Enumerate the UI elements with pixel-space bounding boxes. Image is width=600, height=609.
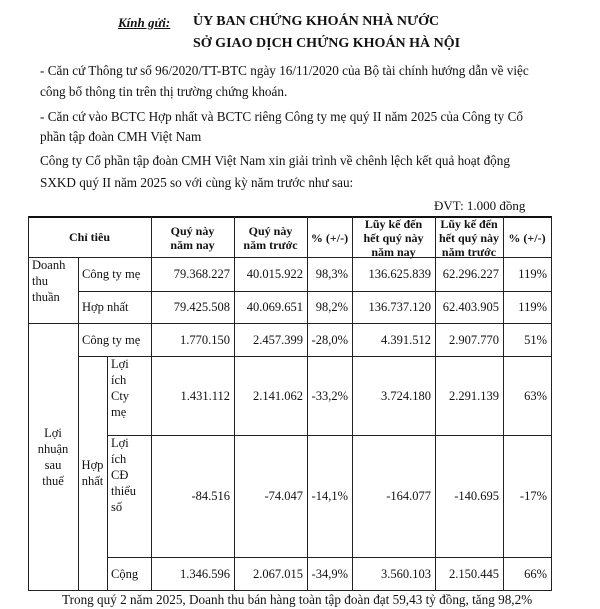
recipient-ssc: ỦY BAN CHỨNG KHOÁN NHÀ NƯỚC	[193, 14, 440, 29]
row-label: Lợi ích Cty mẹ	[111, 357, 130, 419]
cell-quarter-this-year: 1.431.112	[180, 388, 230, 403]
cell-ytd-last-year: 62.296.227	[442, 267, 499, 281]
group-profit-after-tax: Lợi nhuận sau thuế	[37, 425, 69, 488]
row-label: Cộng	[111, 566, 139, 581]
cell-ytd-this-year: 4.391.512	[381, 332, 431, 347]
header-ytd-this-year: Lũy kế đến hết quý này năm nay	[363, 216, 424, 259]
header-pct-quarter: % (+/-)	[310, 230, 349, 245]
recipient-hnx: SỞ GIAO DỊCH CHỨNG KHOÁN HÀ NỘI	[193, 36, 461, 51]
cell-quarter-last-year: 2.457.399	[253, 332, 303, 347]
row-label: Hợp nhất	[82, 300, 129, 314]
cell-ytd-last-year: 2.150.445	[449, 566, 499, 581]
row-label: Công ty mẹ	[82, 267, 141, 281]
header-pct-ytd: % (+/-)	[508, 230, 546, 245]
intro-line2: SXKD quý II năm 2025 so với cùng kỳ năm trước như sau:	[40, 175, 354, 190]
cell-quarter-last-year: 2.067.015	[253, 566, 303, 581]
cell-quarter-last-year: 2.141.062	[253, 388, 303, 403]
cell-pct-quarter: -33,2%	[311, 388, 348, 403]
cell-ytd-last-year: 62.403.905	[442, 300, 499, 314]
basis-2-line1: - Căn cứ vào BCTC Hợp nhất và BCTC riêng Công ty mẹ quý II năm 2025 của Công ty Cổ	[40, 109, 523, 124]
cell-quarter-this-year: 79.368.227	[173, 267, 230, 281]
cell-quarter-last-year: 40.069.651	[246, 300, 303, 314]
basis-1-line2: công bố thông tin trên thị trường chứng khoán.	[40, 84, 288, 99]
header-quarter-this-year: Quý này năm nay	[170, 223, 215, 252]
cell-pct-quarter: -28,0%	[311, 332, 348, 347]
cell-quarter-last-year: 40.015.922	[246, 267, 303, 281]
cell-quarter-this-year: 1.770.150	[180, 332, 230, 347]
footer-paragraph: Trong quý 2 năm 2025, Doanh thu bán hàng toàn tập đoàn đạt 59,43 tỷ đồng, tăng 98,2%	[62, 592, 533, 607]
cell-ytd-this-year: 3.560.103	[381, 566, 431, 581]
cell-pct-ytd: 66%	[524, 566, 547, 581]
header-ytd-last-year: Lũy kế đến hết quý này năm trước	[438, 216, 500, 259]
cell-pct-ytd: 51%	[524, 332, 547, 347]
cell-ytd-this-year: 136.625.839	[368, 267, 431, 281]
cell-ytd-last-year: 2.907.770	[449, 332, 499, 347]
intro-line1: Công ty Cổ phần tập đoàn CMH Việt Nam xin giải trình về chênh lệch kết quả hoạt động	[40, 153, 510, 168]
cell-pct-ytd: -17%	[519, 489, 547, 503]
group-consolidated: Hợp nhất	[81, 458, 104, 488]
row-label: Công ty mẹ	[82, 332, 141, 347]
header-indicator: Chỉ tiêu	[68, 229, 110, 244]
row-label: Lợi ích CĐ thiểu số	[111, 436, 136, 514]
cell-pct-quarter: -34,9%	[311, 566, 348, 581]
header-quarter-last-year: Quý này năm trước	[243, 223, 298, 252]
cell-ytd-last-year: 2.291.139	[449, 388, 499, 403]
results-table	[28, 216, 552, 591]
cell-pct-ytd: 119%	[518, 267, 547, 281]
unit-label: ĐVT: 1.000 đồng	[434, 198, 526, 213]
cell-ytd-this-year: -164.077	[386, 489, 431, 503]
cell-quarter-this-year: 79.425.508	[173, 300, 230, 314]
basis-1-line1: - Căn cứ Thông tư số 96/2020/TT-BTC ngày 16/11/2020 của Bộ tài chính hướng dẫn về việc	[40, 63, 529, 78]
cell-quarter-last-year: -74.047	[264, 489, 303, 503]
cell-pct-ytd: 119%	[518, 300, 547, 314]
cell-quarter-this-year: -84.516	[191, 489, 230, 503]
cell-ytd-this-year: 136.737.120	[368, 300, 431, 314]
cell-pct-quarter: 98,2%	[315, 300, 348, 314]
cell-quarter-this-year: 1.346.596	[180, 566, 230, 581]
salutation: Kính gửi:	[118, 15, 171, 30]
cell-ytd-last-year: -140.695	[454, 489, 499, 503]
cell-pct-quarter: 98,3%	[315, 267, 348, 281]
cell-pct-ytd: 63%	[524, 388, 547, 403]
cell-pct-quarter: -14,1%	[311, 489, 348, 503]
basis-2-line2: phần tập đoàn CMH Việt Nam	[40, 129, 202, 144]
group-net-revenue: Doanh thu thuần	[32, 258, 66, 304]
cell-ytd-this-year: 3.724.180	[381, 388, 431, 403]
